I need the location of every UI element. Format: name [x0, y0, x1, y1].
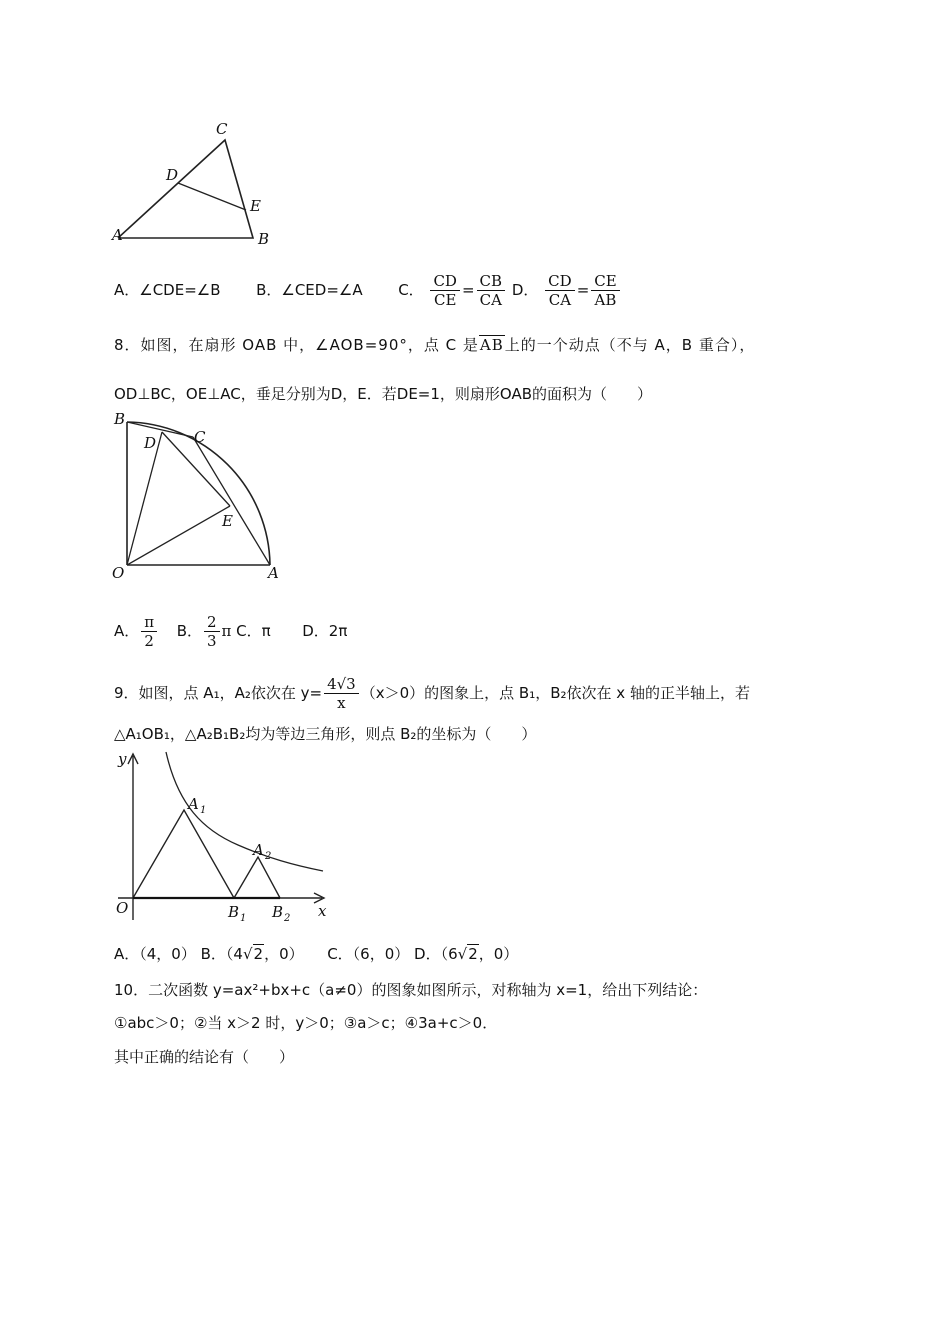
q9-options [114, 944, 518, 964]
q9-option-c: C．（6，0） [327, 945, 410, 963]
label-C: C [216, 120, 228, 138]
q7-option-d-label: D． [511, 281, 539, 299]
label-A1-subscript: 1 [200, 805, 207, 816]
sector-figure-q8 [108, 410, 288, 582]
triangle-figure-q7 [108, 118, 278, 250]
q10-stem-line-1: 10．二次函数 y=ax²+bx+c（a≠0）的图象如图所示，对称轴为 x=1，给出下列结论： [114, 981, 708, 999]
label-x: x [318, 902, 327, 920]
sqrt-symbol: √ [242, 945, 253, 963]
label-B: B [258, 230, 270, 248]
label-E: E [250, 197, 261, 215]
label-y: y [118, 750, 127, 768]
q8-options [114, 613, 347, 650]
q8-stem-line-1 [114, 335, 755, 355]
label-O: O [112, 564, 125, 582]
q7-option-a: A．∠CDE=∠B [114, 281, 221, 299]
q9-text-b: （x＞0）的图象上，点 B₁，B₂依次在 x 轴的正半轴上，若 [360, 684, 750, 702]
q8-text-a: 8．如图，在扇形 OAB 中，∠AOB=90°，点 C 是 [114, 336, 479, 354]
label-A2: A [253, 841, 264, 859]
label-A: A [268, 564, 279, 582]
label-B1: B [228, 903, 240, 921]
q9-option-d-text-b: ，0） [478, 945, 519, 963]
q7-option-c-fraction-1: $\frac{CD}{CE}$ [430, 272, 460, 309]
q7-options [114, 272, 622, 309]
equals-sign: = [576, 281, 590, 299]
pi-symbol: π [221, 622, 232, 640]
label-A: A [112, 226, 123, 244]
q9-option-b-radicand: 2 [253, 945, 264, 963]
label-B2: B [272, 903, 284, 921]
q8-option-a-label: A． [114, 622, 140, 640]
q8-option-a-fraction: $\frac{\pi}{2}$ [141, 613, 157, 650]
q9-option-d-radicand: 2 [468, 945, 478, 963]
q9-option-a: A．（4，0） [114, 945, 196, 963]
label-A2-subscript: 2 [265, 851, 272, 862]
label-O: O [116, 899, 129, 917]
label-A1: A [188, 795, 199, 813]
q10-conclusions: ①abc＞0；②当 x＞2 时，y＞0；③a＞c；④3a+c＞0． [114, 1014, 498, 1032]
q9-option-d-text-a: D．（6 [414, 945, 458, 963]
q9-stem-line-2: △A₁OB₁，△A₂B₁B₂均为等边三角形，则点 B₂的坐标为（ ） [114, 725, 537, 743]
q8-option-d: D．2π [302, 622, 348, 640]
q9-option-b-text-a: B．（4 [200, 945, 243, 963]
q7-option-d-fraction-1: $\frac{CD}{CA}$ [545, 272, 575, 309]
label-E: E [222, 512, 233, 530]
label-D: D [166, 166, 179, 184]
q7-option-c-label: C． [398, 281, 424, 299]
label-B1-subscript: 1 [240, 913, 247, 924]
q8-stem-line-2: OD⊥BC，OE⊥AC，垂足分别为D，E．若DE=1，则扇形OAB的面积为（ ） [114, 385, 653, 403]
q8-option-b-fraction: $\frac{2}{3}$ [204, 613, 220, 650]
label-B2-subscript: 2 [284, 913, 291, 924]
equals-sign: = [461, 281, 475, 299]
q9-function-fraction: $\frac{4√3}{x}$ [324, 675, 359, 712]
q8-text-b: 上的一个动点（不与 A，B 重合）， [504, 336, 756, 354]
label-B: B [114, 410, 126, 428]
arc-ab: AB [479, 336, 504, 354]
q9-text-a: 9．如图，点 A₁，A₂依次在 y= [114, 684, 323, 702]
sqrt-symbol: √ [457, 945, 468, 963]
q8-option-c: C．π [236, 622, 271, 640]
q8-option-b-label: B． [176, 622, 202, 640]
label-C: C [194, 428, 206, 446]
hyperbola-figure-q9 [108, 750, 333, 928]
q9-option-b-text-b: ，0） [264, 945, 304, 963]
q7-option-b: B．∠CED=∠A [256, 281, 363, 299]
q9-stem-line-1 [114, 675, 750, 712]
label-D: D [144, 434, 157, 452]
q10-question: 其中正确的结论有（ ） [114, 1048, 295, 1066]
q7-option-d-fraction-2: $\frac{CE}{AB}$ [591, 272, 619, 309]
q7-option-c-fraction-2: $\frac{CB}{CA}$ [477, 272, 506, 309]
